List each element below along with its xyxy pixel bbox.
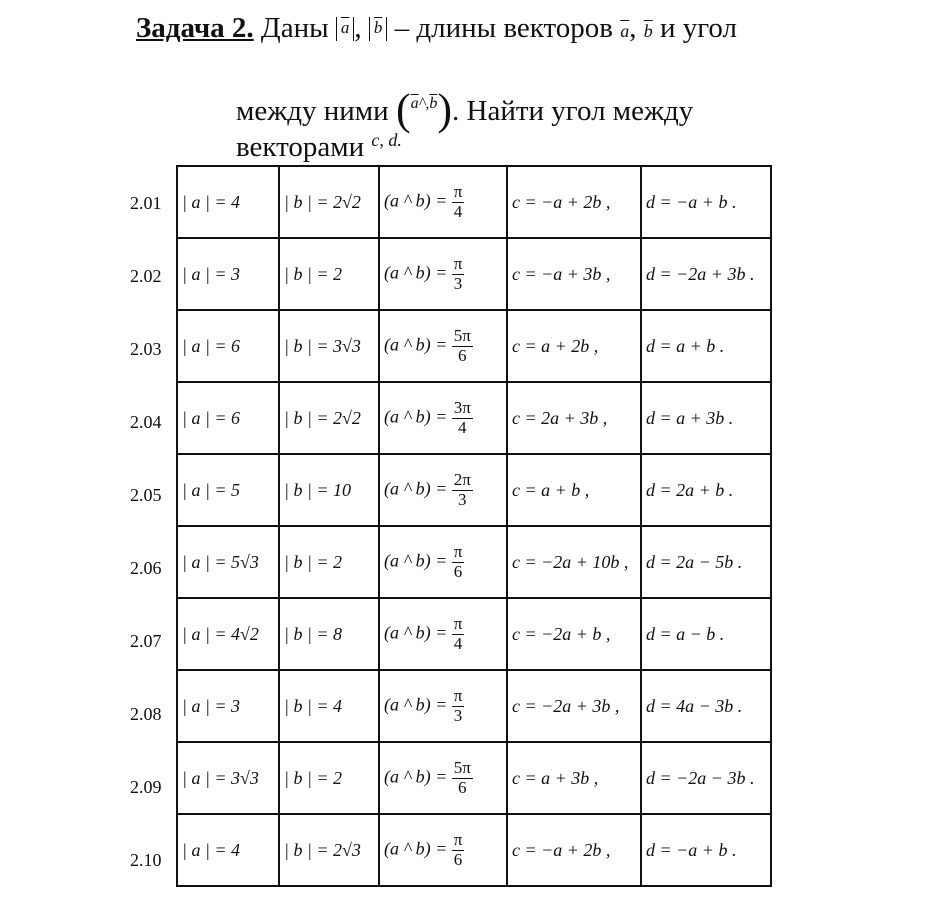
cell-vector-c (507, 166, 641, 238)
angle-label: (a ^ b) = (384, 766, 452, 787)
cell-vector-d-text: d = 2a + b . (646, 479, 734, 500)
cell-angle (379, 670, 507, 742)
angle-numerator: π (453, 181, 463, 201)
cell-abs-b (279, 310, 379, 382)
cell-vector-c-text: c = a + 2b , (512, 335, 599, 356)
cell-angle (379, 166, 507, 238)
cell-vector-c-text: c = a + b , (512, 479, 590, 500)
angle-paren-close: ) (437, 85, 452, 134)
angle-vector-b: b (429, 95, 438, 112)
cell-abs-a (177, 598, 279, 670)
table-row (177, 454, 771, 526)
heading-text-find: . Найти угол между (452, 95, 694, 127)
cell-vector-c-text: c = −a + 2b , (512, 191, 611, 212)
cell-vector-d-text: d = a + b . (646, 335, 725, 356)
cell-abs-a-text: | a | = 5 (182, 479, 241, 500)
angle-numerator: π (453, 613, 463, 633)
angle-fraction (452, 471, 473, 509)
cell-vector-d (641, 814, 771, 886)
angle-label: (a ^ b) = (384, 334, 452, 355)
cell-angle (379, 598, 507, 670)
cell-angle (379, 454, 507, 526)
angle-comma: , (425, 95, 430, 112)
angle-vector-a: a (410, 95, 419, 112)
cell-abs-a (177, 238, 279, 310)
cell-abs-b-text: | b | = 3√3 (284, 335, 361, 356)
table-row (177, 238, 771, 310)
angle-numerator: 5π (453, 757, 471, 777)
angle-denominator: 6 (453, 849, 463, 869)
row-number: 2.03 (130, 339, 162, 359)
cell-abs-b-text: | b | = 2 (284, 263, 343, 284)
row-number: 2.06 (130, 558, 162, 578)
cell-vector-d-text: d = −2a + 3b . (646, 263, 755, 284)
cell-vector-c-text: c = −a + 2b , (512, 839, 611, 860)
table-row (177, 742, 771, 814)
cell-vector-c (507, 814, 641, 886)
angle-label: (a ^ b) = (384, 406, 452, 427)
vector-b-symbol: $\overline{b}$ (643, 21, 653, 41)
cell-abs-a (177, 814, 279, 886)
cell-vector-c (507, 526, 641, 598)
row-number: 2.09 (130, 777, 162, 797)
cell-vector-d-text: d = 4a − 3b . (646, 695, 743, 716)
angle-label: (a ^ b) = (384, 622, 452, 643)
task-heading-line-3 (236, 131, 402, 162)
cell-angle (379, 238, 507, 310)
cell-vector-c (507, 598, 641, 670)
cell-abs-a-text: | a | = 4 (182, 839, 241, 860)
cell-vector-c (507, 742, 641, 814)
task-heading-line-1 (136, 14, 737, 43)
cell-abs-a (177, 670, 279, 742)
cell-abs-b (279, 814, 379, 886)
cell-vector-c-text: c = −2a + b , (512, 623, 611, 644)
cell-angle (379, 814, 507, 886)
cell-abs-b (279, 742, 379, 814)
heading-text-lengths: – длины векторов (394, 12, 613, 44)
vector-a-symbol: $\overline{a}$ (620, 21, 630, 41)
cell-abs-a (177, 454, 279, 526)
cell-angle (379, 382, 507, 454)
cell-abs-b (279, 670, 379, 742)
cell-vector-c-text: c = −2a + 3b , (512, 695, 620, 716)
cell-vector-c (507, 382, 641, 454)
cell-abs-b (279, 598, 379, 670)
cell-abs-b (279, 382, 379, 454)
row-number: 2.04 (130, 412, 162, 432)
cell-vector-d (641, 166, 771, 238)
angle-fraction (452, 183, 465, 221)
cell-vector-d (641, 382, 771, 454)
cell-abs-a-text: | a | = 3 (182, 263, 241, 284)
angle-numerator: 3π (453, 397, 471, 417)
cell-vector-c (507, 310, 641, 382)
cell-abs-b-text: | b | = 2√3 (284, 839, 361, 860)
cell-vector-d (641, 598, 771, 670)
cell-angle (379, 742, 507, 814)
angle-fraction (452, 759, 473, 797)
heading-text-vectors: векторами (236, 131, 365, 163)
cell-vector-d (641, 238, 771, 310)
cell-abs-b-text: | b | = 2√2 (284, 407, 361, 428)
cell-abs-a-text: | a | = 4√2 (182, 623, 259, 644)
cell-vector-d (641, 670, 771, 742)
angle-numerator: π (453, 253, 463, 273)
angle-numerator: 2π (453, 469, 471, 489)
table-row (177, 598, 771, 670)
row-number: 2.01 (130, 193, 162, 213)
table-row (177, 814, 771, 886)
cell-vector-d-text: d = −a + b . (646, 191, 737, 212)
angle-fraction (452, 543, 465, 581)
angle-fraction (452, 831, 465, 869)
cell-abs-b-text: | b | = 2√2 (284, 191, 361, 212)
angle-numerator: π (453, 829, 463, 849)
angle-fraction (452, 687, 465, 725)
task-heading-line-2 (236, 85, 694, 134)
angle-denominator: 3 (453, 273, 463, 293)
angle-label: (a ^ b) = (384, 550, 452, 571)
table-row (177, 670, 771, 742)
cell-vector-d (641, 310, 771, 382)
row-number: 2.07 (130, 631, 162, 651)
abs-b-symbol: $\overline{b}$ (369, 17, 388, 41)
cell-vector-d (641, 454, 771, 526)
cell-abs-b (279, 526, 379, 598)
cell-vector-d (641, 526, 771, 598)
table-row (177, 310, 771, 382)
cell-angle (379, 310, 507, 382)
angle-denominator: 4 (458, 417, 467, 437)
angle-numerator: π (453, 541, 463, 561)
angle-label: (a ^ b) = (384, 694, 452, 715)
angle-label: (a ^ b) = (384, 262, 452, 283)
cell-abs-b-text: | b | = 2 (284, 767, 343, 788)
heading-text-between: между ними (236, 95, 389, 127)
row-number: 2.05 (130, 485, 162, 505)
row-number: 2.10 (130, 850, 162, 870)
cell-abs-a-text: | a | = 3 (182, 695, 241, 716)
table-row (177, 526, 771, 598)
angle-fraction (452, 399, 473, 437)
heading-text-given: Даны (260, 12, 329, 44)
angle-denominator: 4 (453, 633, 463, 653)
angle-denominator: 6 (453, 561, 463, 581)
angle-label: (a ^ b) = (384, 838, 452, 859)
cell-abs-a-text: | a | = 5√3 (182, 551, 259, 572)
heading-text-angle: и угол (659, 12, 737, 44)
task-title: Задача 2. (136, 12, 254, 44)
cell-vector-c-text: c = a + 3b , (512, 767, 599, 788)
table-row (177, 382, 771, 454)
cell-vector-c (507, 454, 641, 526)
angle-denominator: 6 (458, 777, 467, 797)
cell-abs-b (279, 166, 379, 238)
cell-abs-a (177, 310, 279, 382)
angle-fraction (452, 615, 465, 653)
table-row (177, 166, 771, 238)
heading-comma: , (354, 12, 362, 44)
cell-abs-a-text: | a | = 4 (182, 191, 241, 212)
angle-caret: ^ (418, 95, 426, 112)
cell-vector-d-text: d = a + 3b . (646, 407, 734, 428)
cell-abs-a (177, 382, 279, 454)
angle-numerator: 5π (453, 325, 471, 345)
cell-vector-c (507, 238, 641, 310)
cell-abs-b-text: | b | = 8 (284, 623, 343, 644)
cell-vector-d-text: d = −a + b . (646, 839, 737, 860)
row-number: 2.02 (130, 266, 162, 286)
cell-abs-a-text: | a | = 3√3 (182, 767, 259, 788)
angle-denominator: 3 (453, 705, 463, 725)
angle-label: (a ^ b) = (384, 190, 452, 211)
cell-vector-d-text: d = 2a − 5b . (646, 551, 743, 572)
cell-abs-a (177, 526, 279, 598)
cell-abs-b-text: | b | = 2 (284, 551, 343, 572)
angle-label: (a ^ b) = (384, 478, 452, 499)
cell-vector-d-text: d = −2a − 3b . (646, 767, 755, 788)
row-number: 2.08 (130, 704, 162, 724)
cell-abs-a (177, 166, 279, 238)
variants-table (176, 165, 772, 887)
angle-denominator: 4 (453, 201, 463, 221)
cell-vector-c-text: c = −2a + 10b , (512, 551, 629, 572)
cell-vector-d (641, 742, 771, 814)
cell-abs-a (177, 742, 279, 814)
angle-fraction (452, 327, 473, 365)
cell-abs-a-text: | a | = 6 (182, 407, 241, 428)
angle-denominator: 3 (458, 489, 467, 509)
angle-numerator: π (453, 685, 463, 705)
cell-abs-b (279, 454, 379, 526)
heading-comma-2: , (629, 12, 637, 44)
angle-denominator: 6 (458, 345, 467, 365)
cell-vector-c-text: c = 2a + 3b , (512, 407, 608, 428)
cell-abs-b-text: | b | = 4 (284, 695, 343, 716)
abs-a-symbol: $\overline{a}$ (336, 17, 355, 41)
cell-angle (379, 526, 507, 598)
cell-vector-d-text: d = a − b . (646, 623, 725, 644)
angle-fraction (452, 255, 465, 293)
cell-vector-c-text: c = −a + 3b , (512, 263, 611, 284)
cell-abs-b-text: | b | = 10 (284, 479, 352, 500)
cell-abs-a-text: | a | = 6 (182, 335, 241, 356)
vectors-c-d: c, d. (371, 130, 402, 150)
angle-paren-open: ( (395, 85, 411, 134)
cell-abs-b (279, 238, 379, 310)
cell-vector-c (507, 670, 641, 742)
